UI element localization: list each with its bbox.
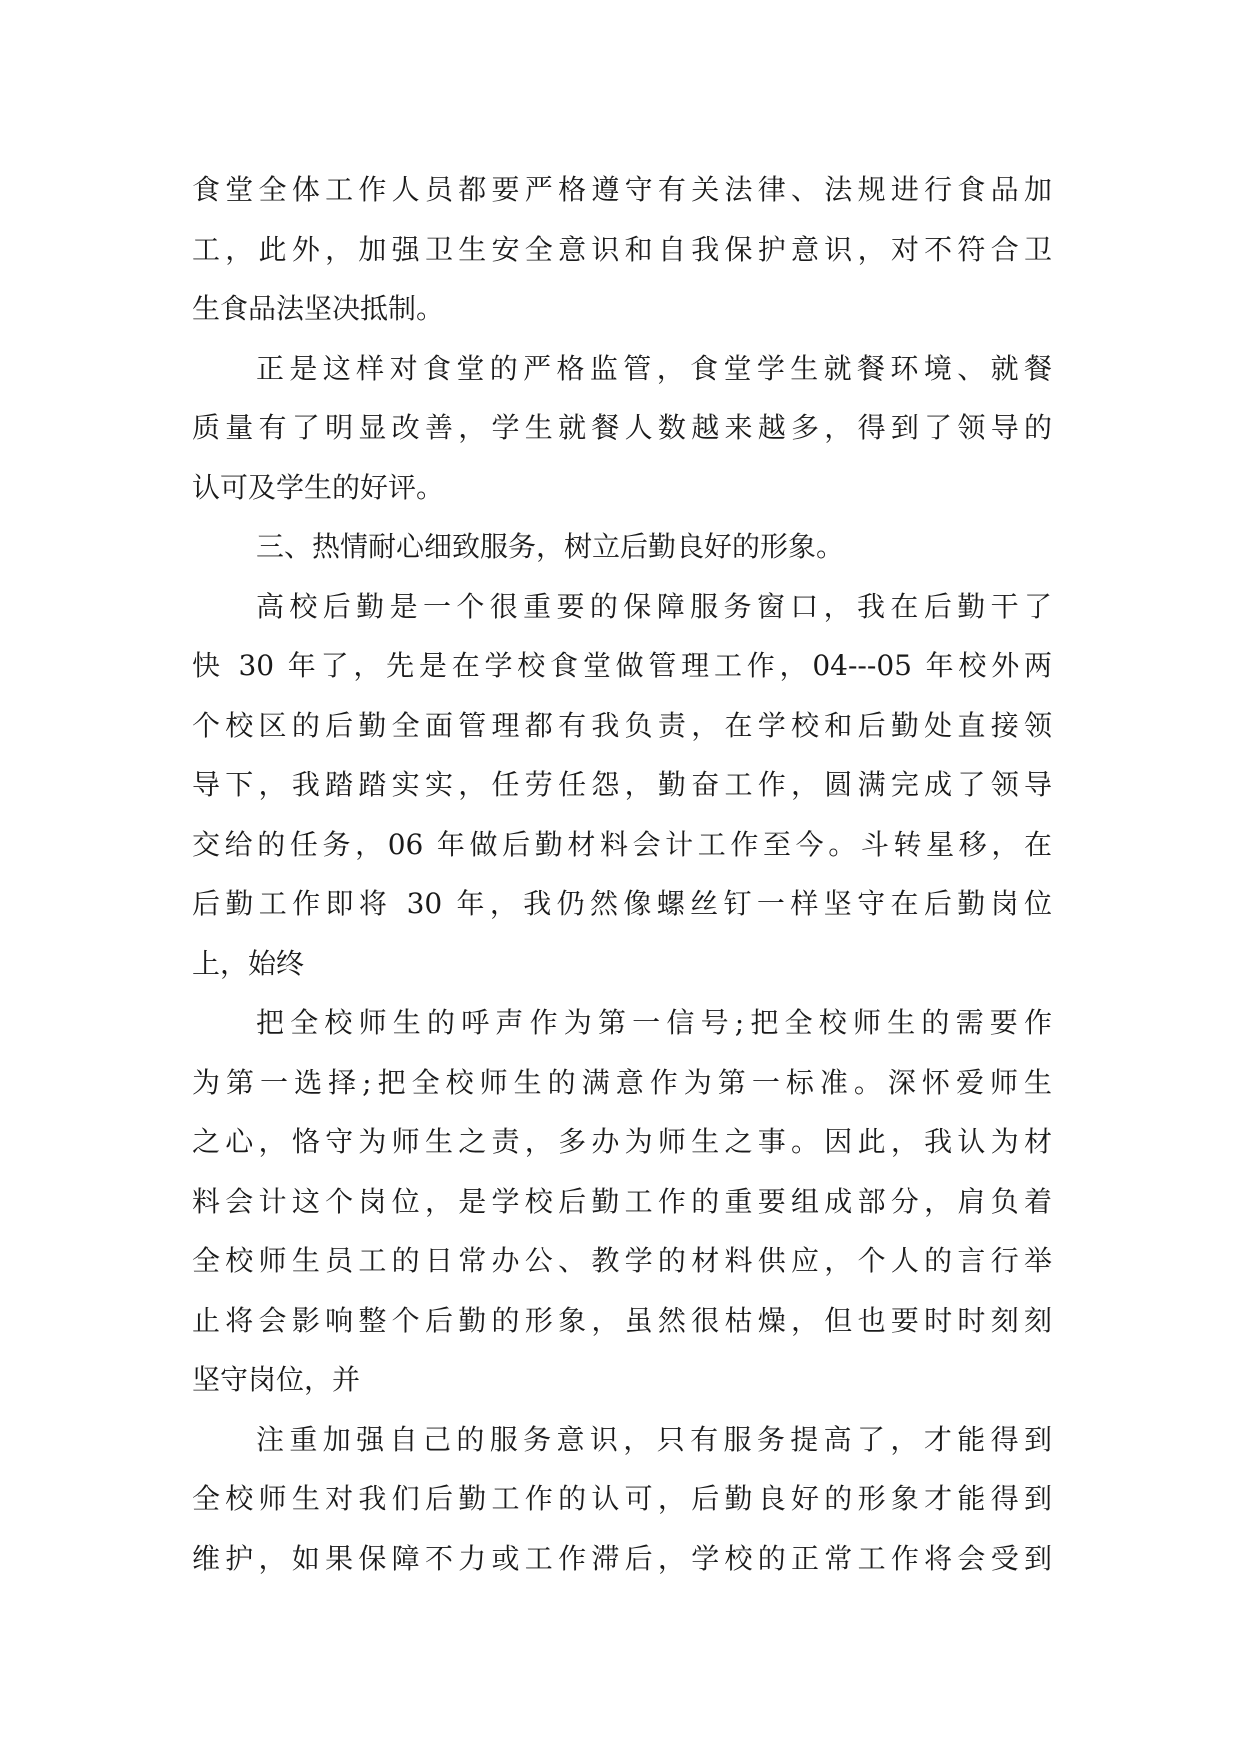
paragraph-first-line: 正是这样对食堂的严格监管，食堂学生就餐环境、就餐 [256,351,1052,385]
text-line: 认可及学生的好评。 [192,470,445,504]
text-line: 全校师生员工的日常办公、教学的材料供应，个人的言行举 [192,1244,1052,1277]
text-line: 为第一选择;把全校师生的满意作为第一标准。深怀爱师生 [192,1065,1052,1099]
text-line: 后勤工作即将 30 年，我仍然像螺丝钉一样坚守在后勤岗位 [192,887,1052,920]
document-body [192,160,1052,1588]
paragraph-first-line: 注重加强自己的服务意识，只有服务提高了，才能得到 [256,1422,1052,1456]
text-line: 止将会影响整个后勤的形象，虽然很枯燥，但也要时时刻刻 [192,1303,1052,1337]
text-line: 快 30 年了，先是在学校食堂做管理工作，04---05 年校外两 [192,649,1052,682]
text-line: 食堂全体工作人员都要严格遵守有关法律、法规进行食品加 [192,173,1052,206]
text-line: 之心，恪守为师生之责，多办为师生之事。因此，我认为材 [192,1125,1052,1158]
section-heading: 三、热情耐心细致服务，树立后勤良好的形象。 [256,530,845,563]
text-line: 交给的任务，06 年做后勤材料会计工作至今。斗转星移，在 [192,827,1052,861]
text-line: 工，此外，加强卫生安全意识和自我保护意识，对不符合卫 [192,232,1052,266]
text-line: 上，始终 [192,946,305,980]
text-line: 全校师生对我们后勤工作的认可，后勤良好的形象才能得到 [192,1482,1052,1515]
paragraph-first-line: 高校后勤是一个很重要的保障服务窗口，我在后勤干了 [256,589,1052,623]
text-line: 坚守岗位，并 [192,1363,361,1396]
text-line: 导下，我踏踏实实，任劳任怨，勤奋工作，圆满完成了领导 [192,768,1052,801]
paragraph-first-line: 把全校师生的呼声作为第一信号;把全校师生的需要作 [256,1006,1052,1039]
text-line: 维护，如果保障不力或工作滞后，学校的正常工作将会受到 [192,1541,1052,1575]
text-line: 个校区的后勤全面管理都有我负责，在学校和后勤处直接领 [192,708,1052,742]
text-line: 生食品法坚决抵制。 [192,292,445,325]
text-line: 料会计这个岗位，是学校后勤工作的重要组成部分，肩负着 [192,1184,1052,1218]
text-line: 质量有了明显改善，学生就餐人数越来越多，得到了领导的 [192,411,1052,444]
